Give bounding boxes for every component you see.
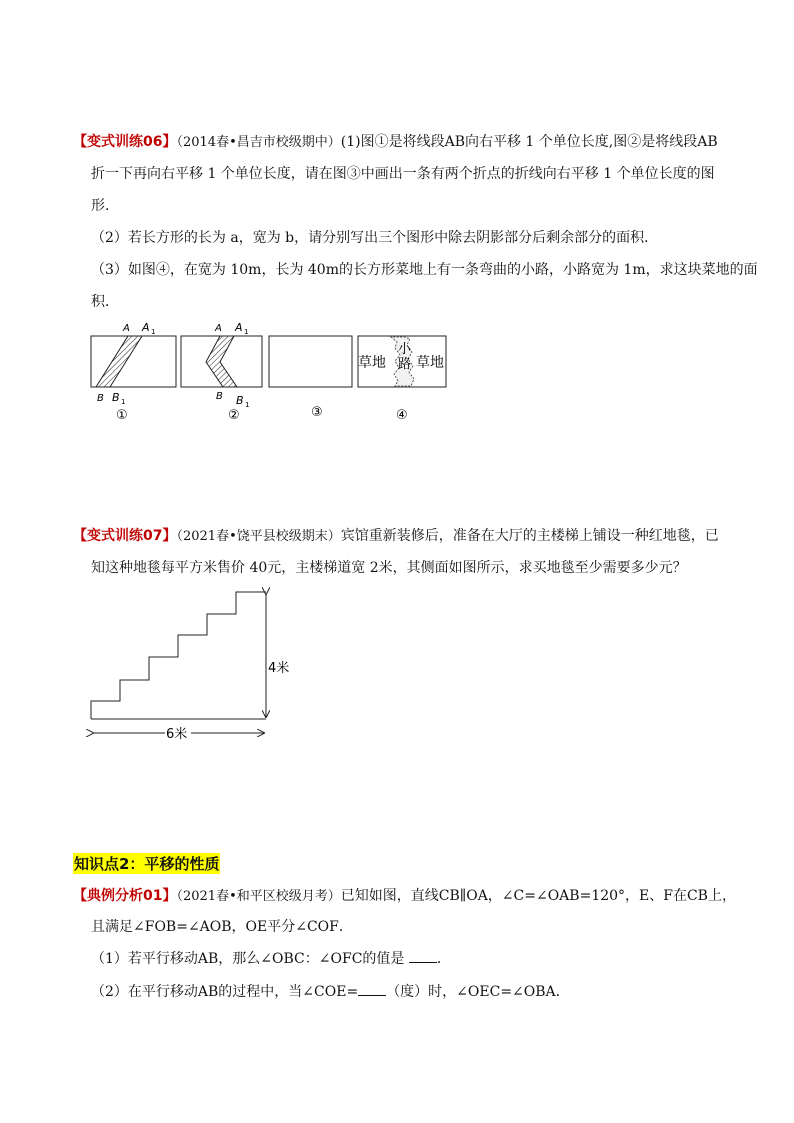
section-heading: 知识点2：平移的性质 (74, 855, 220, 873)
ex07-line1 (73, 526, 719, 547)
stairs-height-label: 4米 (268, 661, 290, 676)
fig1-label-B1-sub: 1 (121, 398, 126, 406)
ex06-part2: （2）若长方形的长为 a，宽为 b，请分别写出三个图形中除去阴影部分后剩余部分的面积． (91, 230, 659, 246)
fig2-label-A: A (215, 323, 222, 334)
fig2-label-B: B (216, 391, 223, 402)
fig2-caption: ② (228, 408, 240, 423)
ex01-q2 (91, 982, 570, 1002)
fig1-shaded (96, 336, 142, 387)
fig4-grass-left: 草地 (358, 355, 386, 371)
fig2-label-A1: A (235, 321, 243, 334)
fig4-caption: ④ (396, 408, 408, 423)
ex01-q1-end: ． (436, 951, 451, 967)
ex06-line1 (73, 132, 718, 153)
fig1-caption: ① (116, 408, 128, 423)
ex01-line2: 且满足∠FOB=∠AOB，OE平分∠COF． (91, 919, 353, 935)
fig1-label-A: A (123, 323, 130, 334)
ex06-part3-line1: （3）如图④，在宽为 10m，长为 40m的长方形菜地上有一条弯曲的小路，小路宽为 1m，求这块菜地的面 (91, 262, 758, 278)
fig3-rect (269, 336, 352, 387)
ex01-q2-text: （2）在平行移动AB的过程中，当∠COE= (91, 984, 359, 1000)
fig2-label-A1-sub: 1 (244, 328, 249, 336)
ex07-text1: 宾馆重新装修后，准备在大厅的主楼梯上铺设一种红地毯，已 (340, 528, 719, 544)
stairs-figure (85, 585, 300, 750)
fig3-caption: ③ (311, 405, 323, 420)
fig1-label-B: B (97, 393, 104, 404)
fig4-grass-right: 草地 (416, 355, 444, 371)
ex06-source: （2014春•昌吉市校级期中） (176, 135, 341, 150)
ex01-q1 (91, 949, 451, 969)
ex07-tag: 【变式训练07】 (73, 528, 177, 544)
ex01-q1-blank (409, 949, 437, 963)
fig2-label-B1: B (236, 394, 244, 407)
ex06-part3-line2: 积． (91, 294, 119, 310)
ex01-line1 (73, 886, 736, 907)
fig1-label-B1: B (112, 391, 120, 404)
figures-06 (85, 315, 465, 430)
ex01-q2-end: （度）时，∠OEC=∠OBA． (386, 984, 570, 1000)
fig1-label-A1-sub: 1 (151, 328, 156, 336)
stairs-steps (91, 592, 266, 719)
ex06-text1: (1)图①是将线段AB向右平移 1 个单位长度,图②是将线段AB (340, 134, 718, 150)
fig2-shaded (206, 336, 237, 387)
fig2-label-B1-sub: 1 (245, 401, 250, 409)
ex01-q1-text: （1）若平行移动AB，那么∠OBC：∠OFC的值是 (91, 951, 405, 967)
ex07-source: （2021春•饶平县校级期末） (176, 529, 341, 544)
ex01-tag: 【典例分析01】 (73, 888, 177, 904)
ex01-q2-blank (358, 982, 386, 996)
ex01-text1: 已知如图，直线CB∥OA，∠C=∠OAB=120°，E、F在CB上， (340, 888, 736, 904)
stairs-width-label: 6米 (166, 727, 188, 742)
fig1-label-A1: A (142, 321, 150, 334)
ex06-line2: 折一下再向右平移 1 个单位长度，请在图③中画出一条有两个折点的折线向右平移 1 个单位长度的图 (91, 166, 715, 182)
ex06-tag: 【变式训练06】 (73, 134, 177, 150)
ex07-line2: 知这种地毯每平方米售价 40元，主楼梯道宽 2米，其侧面如图所示，求买地毯至少需要多少元？ (91, 560, 687, 576)
ex06-line3: 形． (91, 198, 119, 214)
fig4-path-lu: 路 (398, 357, 412, 372)
ex01-source: （2021春•和平区校级月考） (176, 889, 341, 904)
fig4-path-xiao: 小 (398, 342, 412, 357)
